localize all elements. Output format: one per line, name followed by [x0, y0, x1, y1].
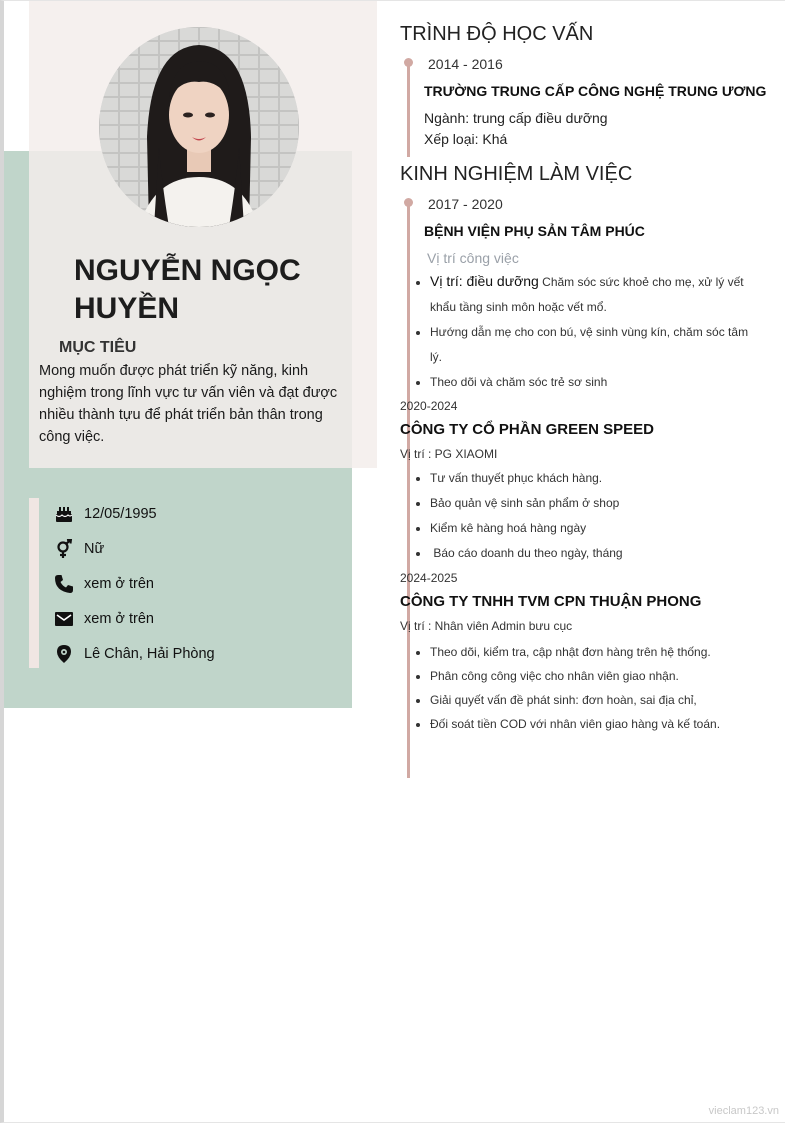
list-item: [430, 269, 760, 320]
job1-period: 2017 - 2020: [428, 196, 503, 212]
birthday-cake-icon: [54, 504, 74, 524]
list-item: • Tư vấn thuyết phục khách hàng.: [430, 466, 760, 491]
gender-icon: [54, 539, 74, 559]
education-major: Ngành: trung cấp điều dưỡng: [424, 110, 608, 126]
job1-duty1-text: Chăm sóc sức khoẻ cho mẹ, xử lý vết khẩu tầng sinh môn hoặc vết mổ.: [430, 275, 744, 314]
contact-email-value: xem ở trên: [84, 611, 154, 627]
contact-address: [54, 643, 215, 665]
education-timeline-line: [407, 62, 410, 157]
contact-birthday: [54, 503, 157, 525]
candidate-name-line1: NGUYỄN NGỌC: [74, 254, 301, 287]
candidate-name-line2: HUYỀN: [74, 292, 180, 325]
watermark: vieclam123.vn: [708, 1105, 779, 1117]
job3-period: 2024-2025: [400, 571, 458, 585]
contact-birthday-value: 12/05/1995: [84, 506, 157, 522]
list-item: • Báo cáo doanh du theo ngày, tháng: [430, 541, 760, 566]
education-period: 2014 - 2016: [428, 56, 503, 72]
education-grade: Xếp loại: Khá: [424, 131, 508, 147]
candidate-name: [74, 252, 344, 328]
list-item: • Bảo quản vệ sinh sản phẩm ở shop: [430, 491, 760, 516]
job1-duty1-lead: Vị trí: điều dưỡng: [430, 273, 539, 289]
job1-duty-list: [400, 269, 760, 395]
avatar: [99, 27, 299, 227]
contact-email: [54, 608, 154, 630]
job2-period: 2020-2024: [400, 399, 458, 413]
contact-phone-value: xem ở trên: [84, 576, 154, 592]
job3-duty-list: [400, 640, 770, 736]
list-item: • Đối soát tiền COD với nhân viên giao hàng và kế toán.: [430, 712, 770, 736]
phone-icon: [54, 574, 74, 594]
list-item: • Phân công công việc cho nhân viên giao nhận.: [430, 664, 770, 688]
contact-gender: [54, 538, 104, 560]
job2-position: Vị trí : PG XIAOMI: [400, 447, 498, 461]
job2-duty-list: [400, 466, 760, 566]
job3-company: CÔNG TY TNHH TVM CPN THUẬN PHONG: [400, 593, 702, 610]
contact-address-value: Lê Chân, Hải Phòng: [84, 646, 215, 662]
contact-gender-value: Nữ: [84, 541, 105, 557]
list-item: • Giải quyết vấn đề phát sinh: đơn hoàn, sai địa chỉ,: [430, 688, 770, 712]
email-icon: [54, 609, 74, 629]
objective-heading: MỤC TIÊU: [59, 339, 137, 356]
job2-company: CÔNG TY CỔ PHẦN GREEN SPEED: [400, 421, 654, 438]
list-item: • Hướng dẫn mẹ cho con bú, vệ sinh vùng kín, chăm sóc tâm lý.: [430, 320, 760, 370]
job3-position: Vị trí : Nhân viên Admin bưu cục: [400, 619, 573, 633]
education-school: TRƯỜNG TRUNG CẤP CÔNG NGHỆ TRUNG ƯƠNG: [424, 83, 767, 99]
job1-position-placeholder: Vị trí công việc: [427, 250, 519, 266]
list-item: • Theo dõi và chăm sóc trẻ sơ sinh: [430, 370, 760, 395]
location-pin-icon: [54, 644, 74, 664]
objective-text: Mong muốn được phát triển kỹ năng, kinh nghiệm trong lĩnh vực tư vấn viên và đạt được nhiều thành tựu để phát triển bản thân trong công việc.: [39, 363, 338, 445]
education-heading: TRÌNH ĐỘ HỌC VẤN: [400, 23, 594, 45]
contact-accent-bar: [29, 498, 39, 668]
list-item: • Kiểm kê hàng hoá hàng ngày: [430, 516, 760, 541]
contact-phone: [54, 573, 154, 595]
experience-heading: KINH NGHIỆM LÀM VIỆC: [400, 163, 633, 185]
list-item: • Theo dõi, kiểm tra, cập nhật đơn hàng trên hệ thống.: [430, 640, 770, 664]
education-timeline-dot: [404, 58, 413, 67]
job1-company: BỆNH VIỆN PHỤ SẢN TÂM PHÚC: [424, 223, 645, 239]
experience-timeline-dot: [404, 198, 413, 207]
